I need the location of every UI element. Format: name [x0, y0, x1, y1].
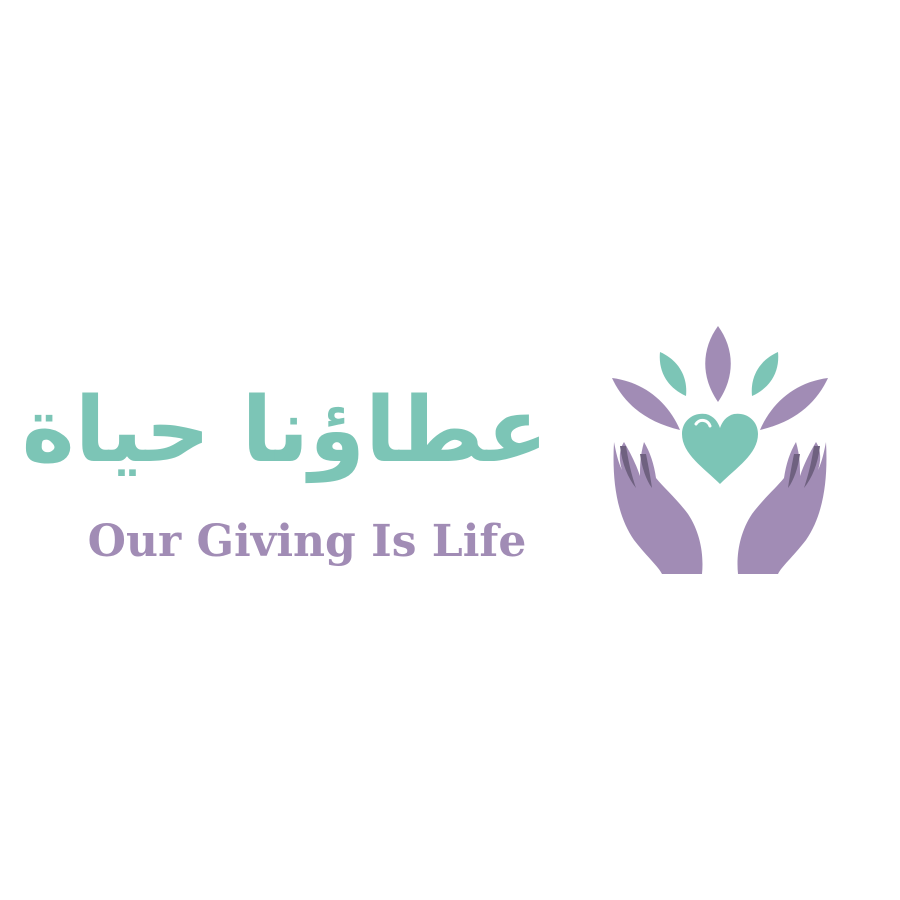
logo-arabic-name: عطاؤنا حياة — [21, 378, 548, 483]
right-teal-leaf — [752, 352, 779, 396]
logo-english-name: Our Giving Is Life — [87, 516, 527, 567]
left-hand-icon — [614, 442, 703, 574]
left-teal-leaf — [660, 352, 687, 396]
right-purple-leaf — [760, 378, 828, 430]
center-leaf — [705, 326, 731, 402]
right-hand-icon — [738, 442, 827, 574]
left-purple-leaf — [612, 378, 680, 430]
heart-icon — [682, 414, 758, 484]
hands-heart-emblem — [600, 318, 840, 580]
